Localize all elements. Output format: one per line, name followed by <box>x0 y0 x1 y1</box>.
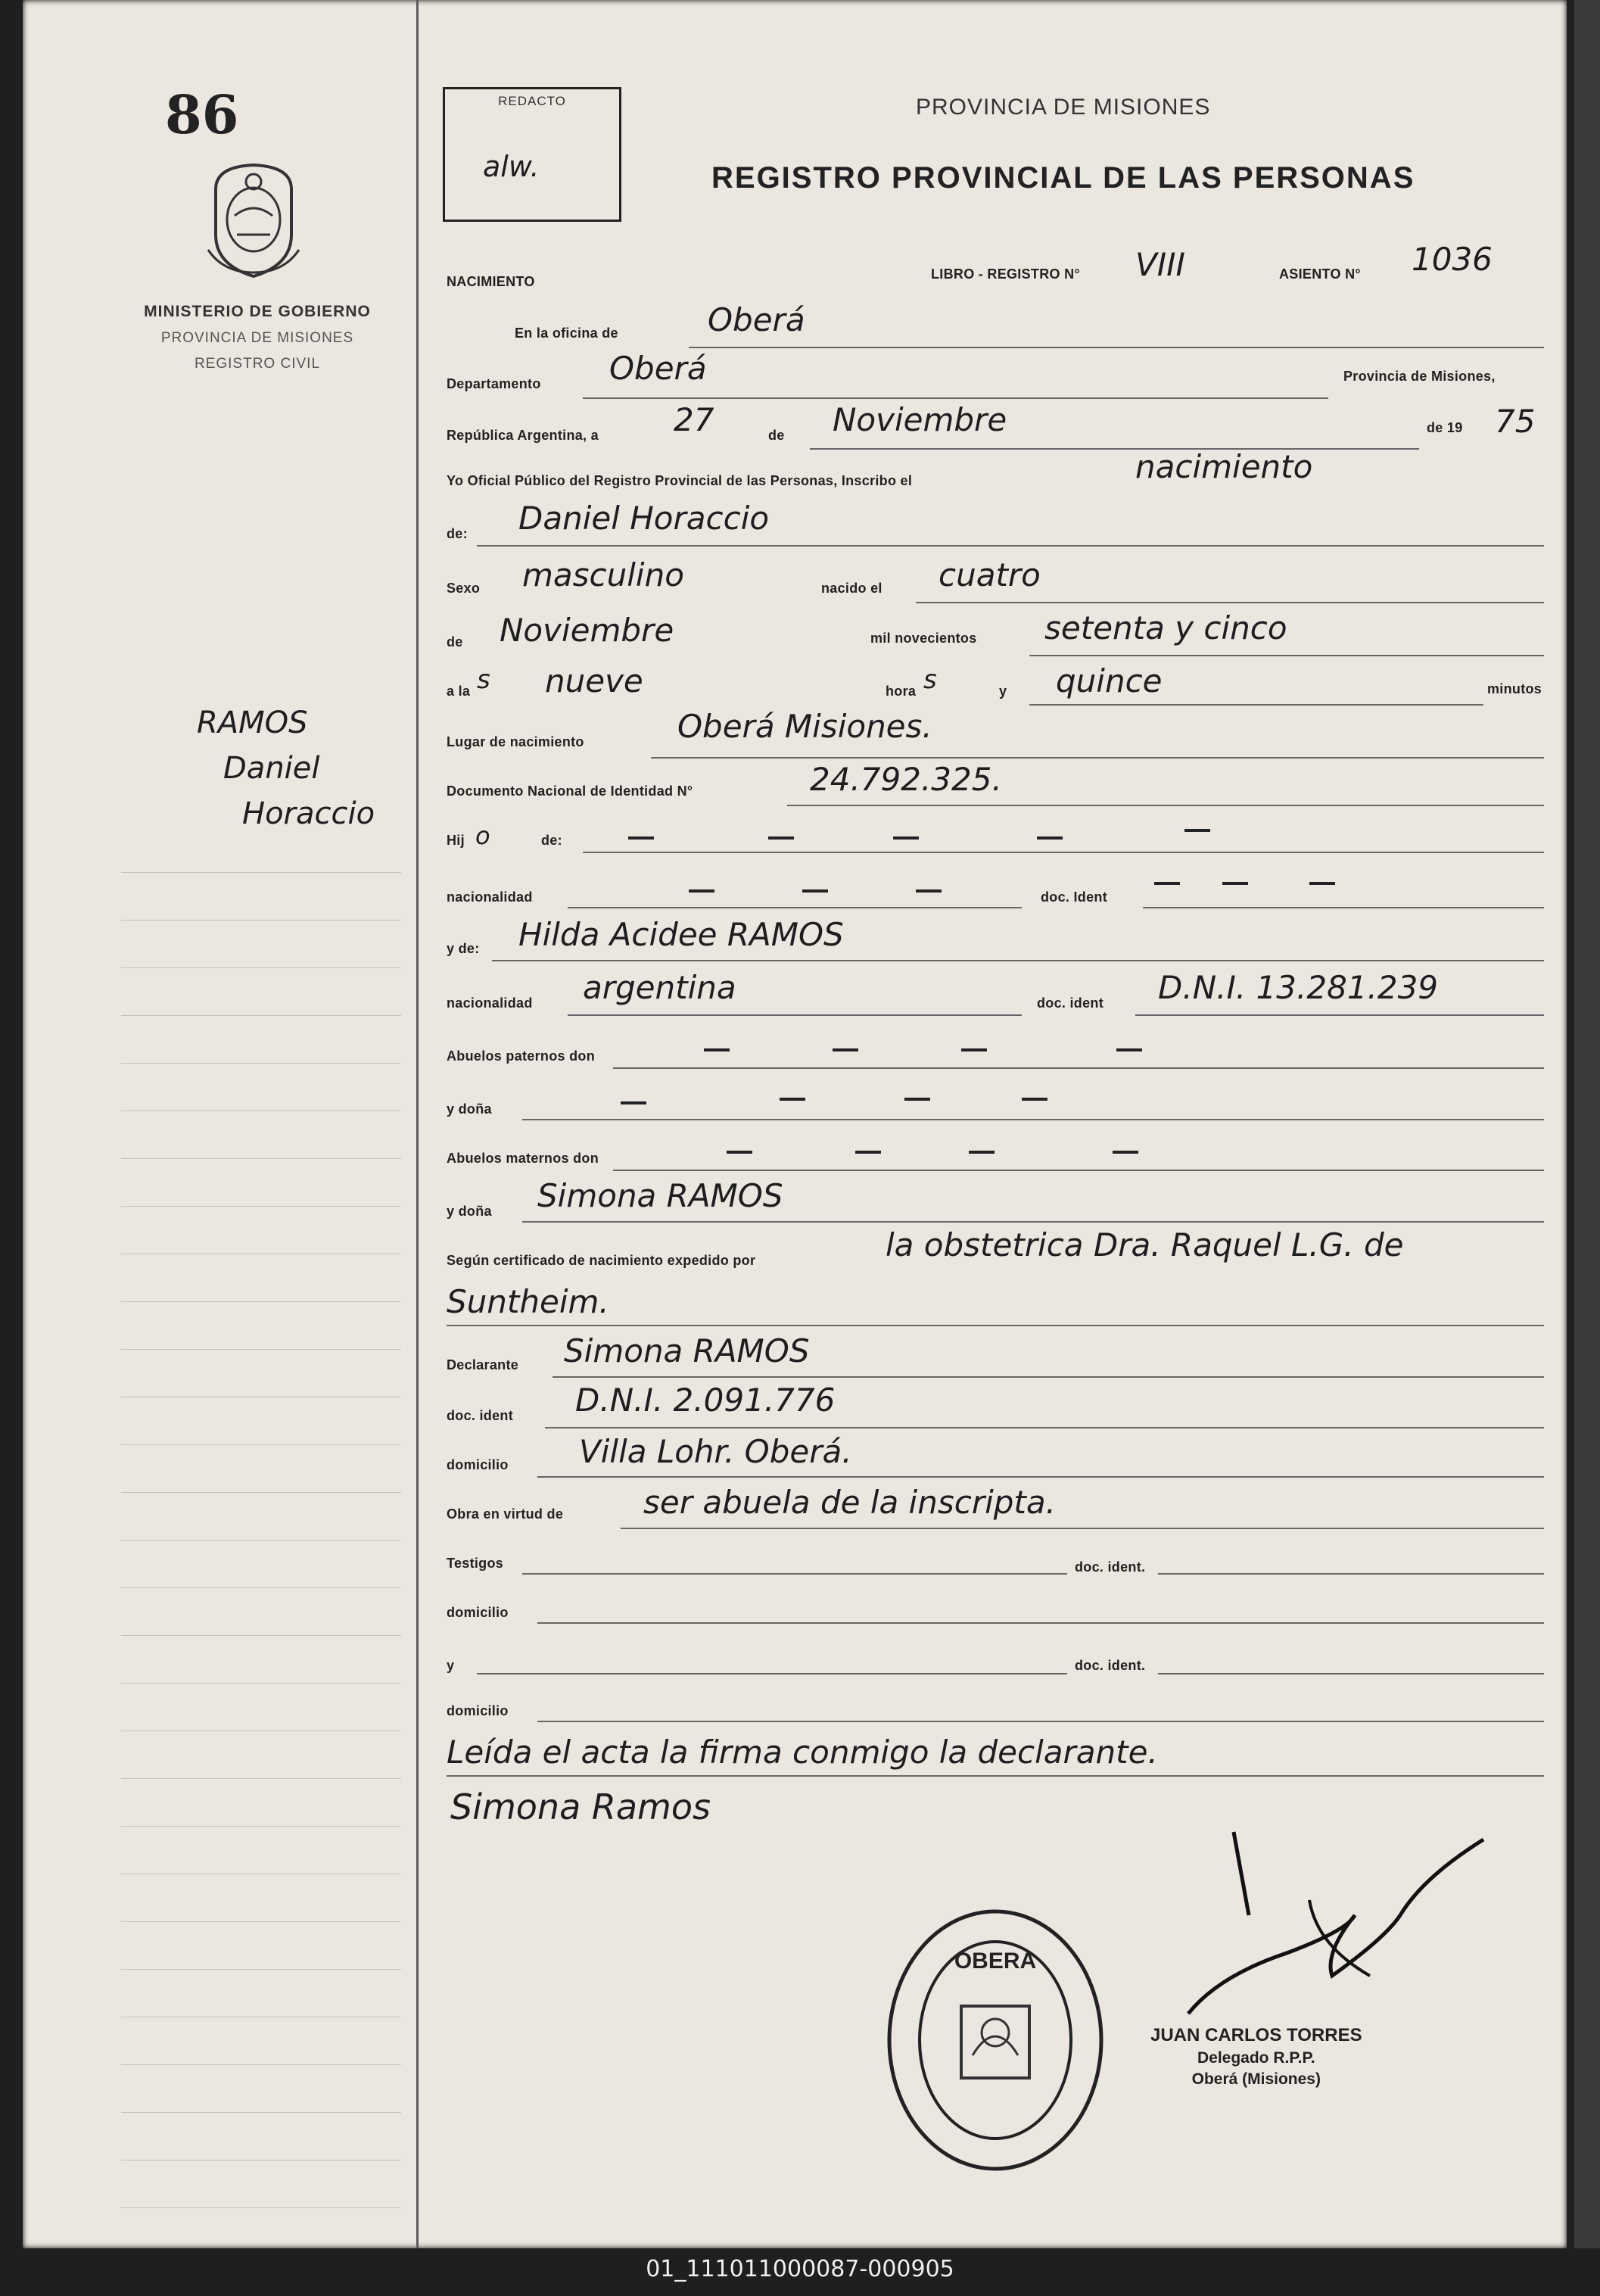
yo-oficial-label: Yo Oficial Público del Registro Provincial de las Personas, Inscribo el <box>447 473 913 488</box>
nacionalidad2-label: nacionalidad <box>447 995 533 1011</box>
departamento-value: Oberá <box>609 350 707 387</box>
nacionalidad1-rule <box>568 907 1022 908</box>
y2-rule <box>477 1673 1067 1674</box>
ydona1-rule <box>522 1119 1544 1120</box>
dash <box>1222 882 1248 885</box>
dash <box>1184 829 1210 832</box>
republica-label: República Argentina, a <box>447 428 599 443</box>
libro-label: LIBRO - REGISTRO N° <box>931 266 1080 282</box>
alas-label: a la <box>447 684 471 699</box>
asiento-label: ASIENTO N° <box>1279 266 1361 282</box>
mil-rule <box>1029 655 1544 656</box>
ydona1-label: y doña <box>447 1101 492 1117</box>
dash <box>1154 882 1180 885</box>
lugar-label: Lugar de nacimiento <box>447 734 584 749</box>
dash <box>969 1151 995 1154</box>
dash <box>961 1048 987 1051</box>
nacionalidad2-rule <box>568 1014 1022 1016</box>
madre-value: Hilda Acidee RAMOS <box>518 916 844 953</box>
sexo-label: Sexo <box>447 581 481 596</box>
domicilio1-value: Villa Lohr. Oberá. <box>579 1433 852 1470</box>
nacido-value: cuatro <box>939 556 1041 593</box>
hijo-de-label: de: <box>541 833 562 848</box>
official-name: JUAN CARLOS TORRES <box>1150 2025 1362 2045</box>
dash <box>780 1098 805 1101</box>
dash <box>621 1101 646 1104</box>
dash <box>704 1048 730 1051</box>
dash <box>916 889 942 893</box>
testigos-rule <box>522 1573 1067 1575</box>
abuelos-maternos-label: Abuelos maternos don <box>447 1151 599 1166</box>
domicilio1-label: domicilio <box>447 1457 509 1472</box>
mil-value: setenta y cinco <box>1044 609 1287 646</box>
declarante-signature: Simona Ramos <box>450 1787 711 1827</box>
domicilio2-rule <box>537 1622 1544 1624</box>
y-label: y <box>999 684 1007 699</box>
book-spine <box>1574 0 1600 2248</box>
official-signature <box>1173 1824 1521 2044</box>
obra-value: ser abuela de la inscripta. <box>643 1484 1056 1521</box>
domicilio3-label: domicilio <box>447 1703 509 1718</box>
province-heading: PROVINCIA DE MISIONES <box>916 95 1211 120</box>
redacto-initials: alw. <box>483 150 540 183</box>
declarante-value: Simona RAMOS <box>564 1332 810 1369</box>
minutos-value: quince <box>1056 662 1163 699</box>
marginal-name1: Daniel <box>223 751 320 786</box>
ydona2-value: Simona RAMOS <box>537 1177 783 1214</box>
hora-suffix: s <box>923 665 937 695</box>
dni-label: Documento Nacional de Identidad N° <box>447 784 693 799</box>
y2-label: y <box>447 1658 455 1673</box>
image-caption: 01_111011000087-000905 <box>646 2256 954 2282</box>
seal-center-text: OBERA <box>954 1949 1037 1974</box>
docident3-label: doc. ident <box>447 1408 513 1423</box>
dash <box>904 1098 930 1101</box>
departamento-rule <box>583 397 1328 399</box>
oficina-label: En la oficina de <box>515 326 618 341</box>
testigos-label: Testigos <box>447 1556 504 1571</box>
hijo-label: Hij <box>447 833 465 848</box>
register-page <box>23 0 1567 2248</box>
dash <box>1309 882 1335 885</box>
declarante-label: Declarante <box>447 1357 519 1372</box>
nacido-rule <box>916 602 1544 603</box>
docident3-rule <box>545 1427 1544 1428</box>
alas-suffix: s <box>477 665 490 695</box>
page-number: 86 <box>165 83 239 146</box>
de-nombre-label: de: <box>447 526 468 541</box>
dash <box>1037 836 1063 840</box>
closing-text: Leída el acta la firma conmigo la declarante. <box>447 1734 1158 1771</box>
abuelos-paternos-rule <box>613 1067 1544 1069</box>
marginal-surname: RAMOS <box>197 706 308 740</box>
segun-rule <box>447 1325 1544 1326</box>
dni-value: 24.792.325. <box>810 761 1002 798</box>
de-label: de <box>768 428 785 443</box>
madre-rule <box>492 960 1544 961</box>
hijo-rule <box>583 852 1544 853</box>
dash <box>727 1151 752 1154</box>
docident3-value: D.N.I. 2.091.776 <box>575 1382 836 1419</box>
docident2-value: D.N.I. 13.281.239 <box>1158 969 1439 1006</box>
hora-num-value: nueve <box>545 662 643 699</box>
ministry-name: MINISTERIO DE GOBIERNO <box>144 303 371 320</box>
dni-rule <box>787 805 1544 806</box>
marginal-note <box>197 700 375 836</box>
nacionalidad1-label: nacionalidad <box>447 889 533 905</box>
departamento-label: Departamento <box>447 376 541 391</box>
segun-label: Según certificado de nacimiento expedido por <box>447 1253 756 1268</box>
docident1-label: doc. Ident <box>1041 889 1107 905</box>
domicilio1-rule <box>537 1476 1544 1478</box>
oficina-value: Oberá <box>708 301 805 338</box>
abuelos-paternos-label: Abuelos paternos don <box>447 1048 596 1064</box>
segun-value2: Suntheim. <box>447 1283 609 1320</box>
ministry-registry: REGISTRO CIVIL <box>194 356 321 372</box>
nombre-value: Daniel Horaccio <box>518 500 770 537</box>
docident1-rule <box>1143 907 1544 908</box>
inscribo-value: nacimiento <box>1135 448 1313 485</box>
mil-label: mil novecientos <box>870 631 977 646</box>
sexo-value: masculino <box>522 556 684 593</box>
declarante-rule <box>553 1376 1544 1378</box>
dash <box>1113 1151 1138 1154</box>
docident5-label: doc. ident. <box>1075 1658 1146 1673</box>
minutos-label: minutos <box>1487 681 1542 696</box>
ymadre-label: y de: <box>447 941 480 956</box>
asiento-value: 1036 <box>1412 241 1493 278</box>
ministry-block <box>129 303 386 372</box>
margin-ruled-lines <box>121 825 401 2208</box>
mes-value: Noviembre <box>833 401 1007 438</box>
left-margin-column <box>23 0 419 2248</box>
ydona2-rule <box>522 1221 1544 1223</box>
nacimiento-label: NACIMIENTO <box>447 274 535 289</box>
hijo-suffix: o <box>475 821 490 850</box>
anio-value: 75 <box>1495 403 1536 440</box>
lugar-value: Oberá Misiones. <box>677 708 932 745</box>
dash <box>1022 1098 1047 1101</box>
ministry-province: PROVINCIA DE MISIONES <box>160 330 354 346</box>
marginal-name2: Horaccio <box>242 796 375 831</box>
libro-value: VIII <box>1135 246 1185 283</box>
hora-label: hora <box>886 684 917 699</box>
dash <box>628 836 654 840</box>
official-stamp <box>1150 2025 1362 2089</box>
dash <box>802 889 828 893</box>
nacido-label: nacido el <box>821 581 882 596</box>
dash <box>833 1048 858 1051</box>
registry-title: REGISTRO PROVINCIAL DE LAS PERSONAS <box>711 161 1415 195</box>
official-title: Delegado R.P.P. <box>1197 2049 1315 2067</box>
mes-rule <box>810 448 1419 450</box>
dash <box>893 836 919 840</box>
dash <box>1116 1048 1142 1051</box>
lugar-rule <box>651 757 1544 759</box>
obra-rule <box>621 1528 1544 1529</box>
provincia-label: Provincia de Misiones, <box>1343 369 1496 384</box>
redacto-box <box>443 87 621 222</box>
segun-value: la obstetrica Dra. Raquel L.G. de <box>886 1226 1404 1263</box>
docident4-rule <box>1158 1573 1544 1575</box>
oficina-rule <box>689 347 1544 348</box>
docident2-rule <box>1135 1014 1544 1016</box>
ydona2-label: y doña <box>447 1204 492 1219</box>
dash <box>689 889 714 893</box>
domicilio3-rule <box>537 1721 1544 1722</box>
abuelos-maternos-rule <box>613 1170 1544 1171</box>
dia-value: 27 <box>674 401 714 438</box>
nombre-rule <box>477 545 1544 547</box>
docident2-label: doc. ident <box>1037 995 1104 1011</box>
dash <box>855 1151 881 1154</box>
domicilio2-label: domicilio <box>447 1605 509 1620</box>
closing-rule <box>447 1775 1544 1777</box>
de-mes-label: de <box>447 634 463 650</box>
redacto-label: REDACTO <box>498 94 566 108</box>
nacionalidad2-value: argentina <box>583 969 736 1006</box>
de19-label: de 19 <box>1427 420 1463 435</box>
registry-seal-icon <box>882 1904 1109 2176</box>
obra-label: Obra en virtud de <box>447 1506 564 1522</box>
minutos-rule <box>1029 704 1483 706</box>
provincial-crest-icon <box>201 159 307 280</box>
dash <box>768 836 794 840</box>
docident4-label: doc. ident. <box>1075 1559 1146 1575</box>
official-place: Oberá (Misiones) <box>1191 2070 1321 2088</box>
docident5-rule <box>1158 1673 1544 1674</box>
mes2-value: Noviembre <box>500 612 674 649</box>
